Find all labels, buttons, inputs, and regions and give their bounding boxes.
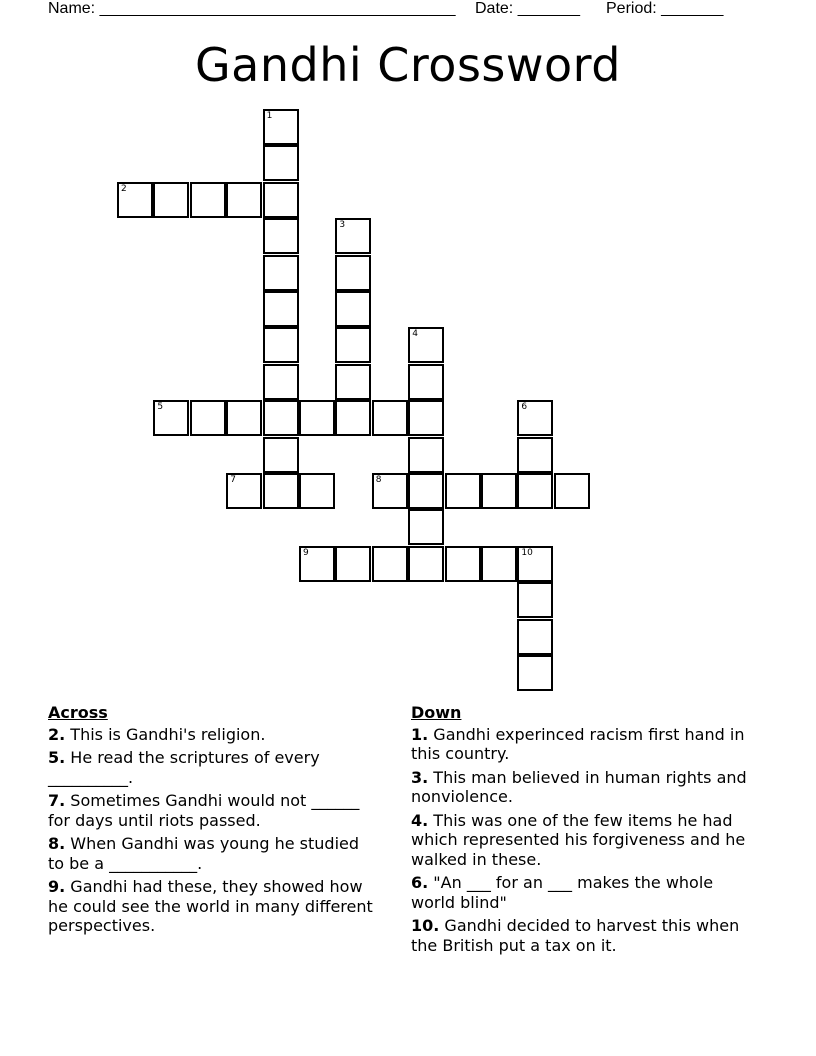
clue-label-number: 5. [48, 748, 66, 767]
grid-cell[interactable] [299, 473, 335, 509]
clue-text: This man believed in human rights and nonviolence. [411, 767, 747, 806]
down-clue [411, 873, 756, 912]
clue-number: 5 [157, 402, 164, 413]
clue-text: This was one of the few items he had which represented his forgiveness and he walked in these. [411, 810, 746, 869]
grid-cell[interactable] [408, 509, 444, 545]
clue-text: This is Gandhi's religion. [65, 724, 266, 744]
down-clues [411, 703, 756, 959]
grid-cell[interactable] [263, 255, 299, 291]
grid-cell[interactable] [263, 109, 299, 145]
down-clue [411, 768, 756, 807]
grid-cell[interactable] [481, 473, 517, 509]
down-clue [411, 811, 756, 870]
grid-cell[interactable] [408, 546, 444, 582]
grid-cell[interactable] [226, 182, 262, 218]
grid-cell[interactable] [263, 145, 299, 181]
grid-cell[interactable] [517, 546, 553, 582]
grid-cell[interactable] [372, 546, 408, 582]
clue-label-number: 3. [411, 767, 429, 787]
clue-label-number: 7. [48, 791, 66, 810]
date-field[interactable]: Date: _______ [475, 0, 580, 17]
clue-text: Sometimes Gandhi would not ______ for days until riots passed. [48, 791, 360, 830]
grid-cell[interactable] [408, 473, 444, 509]
grid-cell[interactable] [263, 218, 299, 254]
clue-number: 8 [375, 475, 382, 485]
grid-cell[interactable] [299, 400, 335, 436]
clue-text: When Gandhi was young he studied to be a ___________. [48, 834, 360, 873]
clue-number: 1 [266, 111, 273, 121]
grid-cell[interactable] [263, 364, 299, 400]
clue-label-number: 6. [411, 873, 429, 892]
grid-cell[interactable] [263, 182, 299, 218]
clue-label-number: 8. [48, 834, 66, 853]
grid-cell[interactable] [335, 291, 371, 327]
grid-cell[interactable] [445, 473, 481, 509]
grid-cell[interactable] [335, 255, 371, 291]
grid-cell[interactable] [517, 619, 553, 655]
clue-label-number: 1. [411, 724, 429, 744]
grid-cell[interactable] [445, 546, 481, 582]
clue-text: Gandhi decided to harvest this when the British put a tax on it. [411, 916, 740, 955]
clue-label-number: 4. [411, 810, 429, 830]
across-clue [48, 748, 378, 787]
across-clue [48, 791, 378, 830]
across-clue [48, 725, 378, 745]
page-title: Gandhi Crossword [195, 38, 621, 92]
grid-cell[interactable] [372, 400, 408, 436]
grid-cell[interactable] [335, 400, 371, 436]
grid-cell[interactable] [372, 473, 408, 509]
clue-label-number: 2. [48, 724, 66, 744]
across-clue [48, 834, 378, 873]
grid-cell[interactable] [517, 582, 553, 618]
grid-cell[interactable] [190, 400, 226, 436]
clue-text: "An ___ for an ___ makes the whole world blind" [411, 873, 714, 912]
grid-cell[interactable] [408, 364, 444, 400]
clue-number: 7 [230, 475, 236, 485]
grid-cell[interactable] [263, 437, 299, 473]
grid-cell[interactable] [335, 546, 371, 582]
clue-text: Gandhi had these, they showed how he could see the world in many different perspectives. [48, 877, 373, 935]
clue-number: 2 [121, 183, 127, 194]
clue-number: 10 [521, 547, 533, 558]
clue-number: 6 [521, 402, 528, 413]
grid-cell[interactable] [408, 400, 444, 436]
across-clues [48, 703, 378, 940]
clue-number: 9 [303, 547, 309, 558]
grid-cell[interactable] [408, 327, 444, 363]
down-clue-list [411, 725, 756, 956]
clue-text: Gandhi experinced racism first hand in this country. [411, 724, 745, 763]
grid-cell[interactable] [335, 364, 371, 400]
clue-number: 4 [412, 329, 418, 340]
across-heading: Across [48, 703, 108, 722]
grid-cell[interactable] [153, 182, 189, 218]
grid-cell[interactable] [263, 327, 299, 363]
across-clue-list [48, 725, 378, 936]
clue-number: 3 [339, 220, 346, 231]
grid-cell[interactable] [190, 182, 226, 218]
down-heading: Down [411, 703, 462, 722]
grid-cell[interactable] [517, 400, 553, 436]
clue-label-number: 9. [48, 877, 66, 896]
grid-cell[interactable] [226, 400, 262, 436]
grid-cell[interactable] [263, 400, 299, 436]
grid-cell[interactable] [263, 473, 299, 509]
grid-cell[interactable] [517, 437, 553, 473]
clue-text: He read the scriptures of every __________. [48, 748, 320, 787]
grid-cell[interactable] [117, 182, 153, 218]
grid-cell[interactable] [554, 473, 590, 509]
down-clue [411, 725, 756, 764]
grid-cell[interactable] [408, 437, 444, 473]
grid-cell[interactable] [153, 400, 189, 436]
name-field[interactable]: Name: ________________________________________ [48, 0, 456, 17]
grid-cell[interactable] [335, 327, 371, 363]
clue-label-number: 10. [411, 916, 440, 935]
grid-cell[interactable] [481, 546, 517, 582]
grid-cell[interactable] [263, 291, 299, 327]
grid-cell[interactable] [299, 546, 335, 582]
grid-cell[interactable] [335, 218, 371, 254]
grid-cell[interactable] [517, 473, 553, 509]
across-clue [48, 877, 378, 936]
period-field[interactable]: Period: _______ [606, 0, 724, 17]
down-clue [411, 916, 756, 955]
grid-cell[interactable] [226, 473, 262, 509]
grid-cell[interactable] [517, 655, 553, 691]
